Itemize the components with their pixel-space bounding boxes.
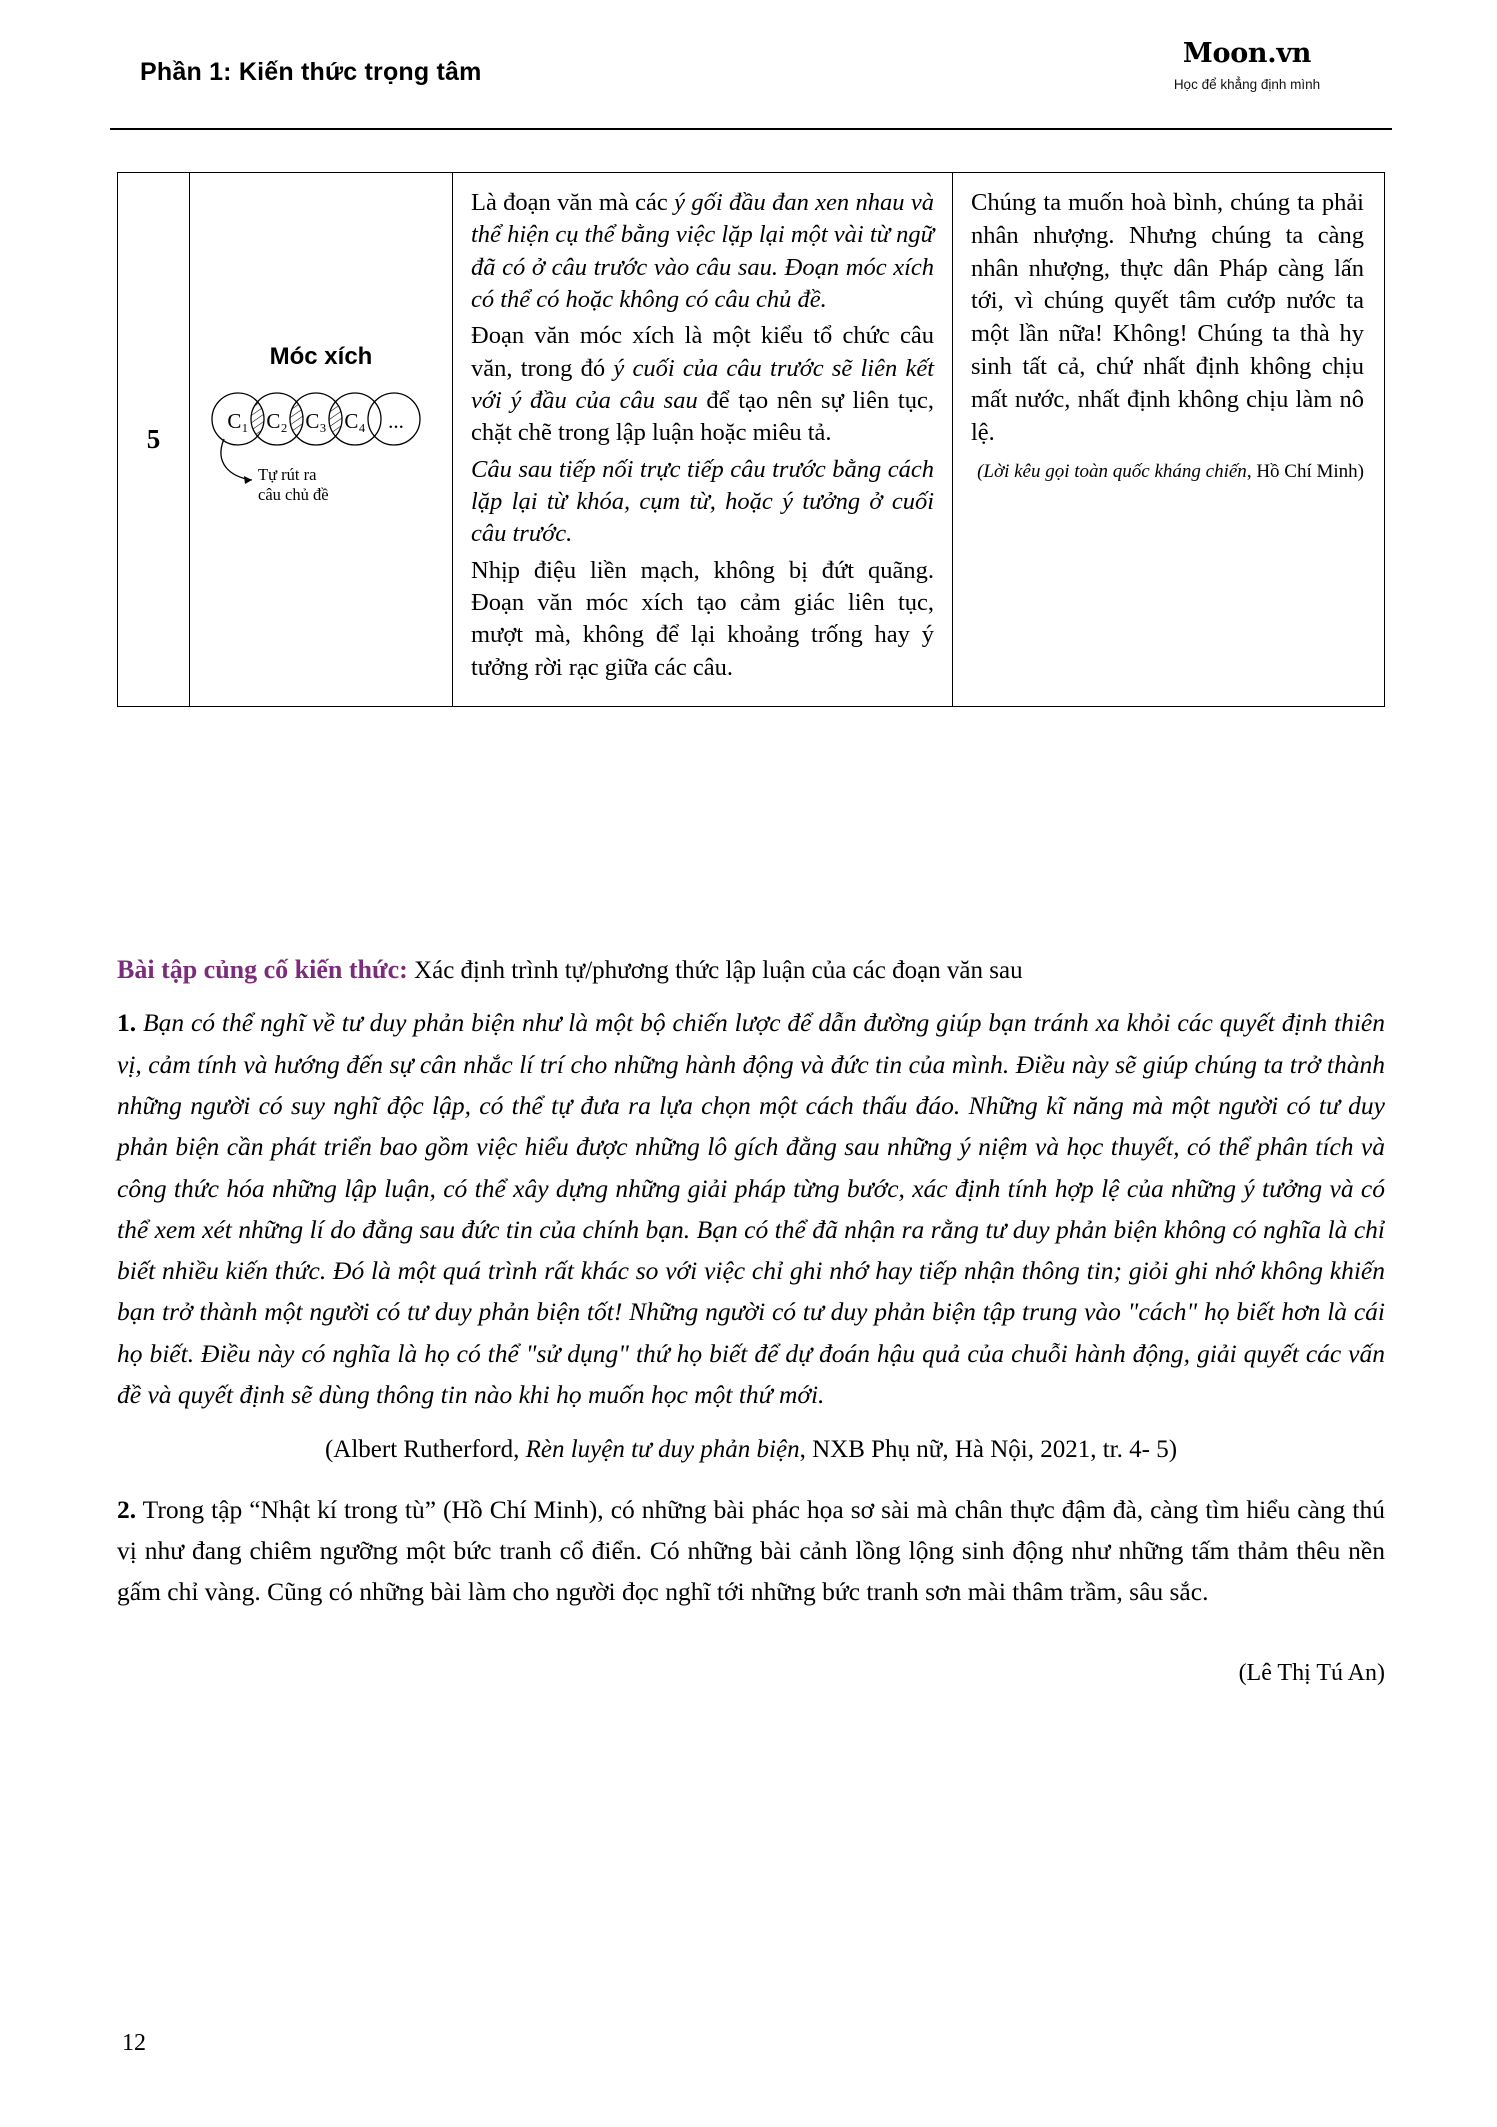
page-number: 12 <box>122 2030 146 2056</box>
question-1-source-suffix: , NXB Phụ nữ, Hà Nội, 2021, tr. 4- 5) <box>799 1436 1178 1464</box>
exercise-heading <box>117 952 1385 988</box>
moc-xich-diagram <box>206 381 436 506</box>
description-paragraph-4: Nhịp điệu liền mạch, không bị đứt quãng. Đoạn văn móc xích tạo cảm giác liên tục, mượt mà, không để lại khoảng trống hay ý tưởng rời rạc giữa các câu. <box>471 556 934 681</box>
question-2-number: 2. <box>117 1494 137 1524</box>
exercise-body <box>117 952 1385 1691</box>
desc-p1-plain: Là đoạn văn mà các <box>471 189 675 216</box>
desc-p2-plain-b: để tạo nên sự liên tục, chặt chẽ trong lập luận hoặc miêu tả. <box>471 386 934 447</box>
brand-logo <box>1102 40 1392 92</box>
header-divider <box>110 128 1392 130</box>
question-1-source-title: Rèn luyện tư duy phản biện <box>525 1436 800 1464</box>
exercise-label: Bài tập củng cố kiến thức: <box>117 955 408 984</box>
diagram-title: Móc xích <box>269 343 373 370</box>
page-header <box>140 40 1392 132</box>
question-1-text: Bạn có thể nghĩ về tư duy phản biện như là một bộ chiến lược để dẫn đường giúp bạn tránh xa khỏi các quyết định thiên vị, cảm tính và hướng đến sự cân nhắc lí trí cho những hành động và đức tin của mình. Điều này sẽ giúp chúng ta trở thành những người có suy nghĩ độc lập, có thể tự đưa ra lựa chọn một cách thấu đáo. Những kĩ năng mà một người có tư duy phản biện cần phát triển bao gồm việc hiểu được những lô gích đằng sau những ý niệm và học thuyết, có thể phân tích và công thức hóa những lập luận, có thể xây dựng những giải pháp từng bước, xác định tính hợp lệ của những ý tưởng và có thể xem xét những lí do đằng sau đức tin của chính bạn. Bạn có thể đã nhận ra rằng tư duy phản biện không có nghĩa là chỉ biết nhiều kiến thức. Đó là một quá trình rất khác so với việc chỉ ghi nhớ hay tiếp nhận thông tin; giỏi ghi nhớ không khiến bạn trở thành một người có tư duy phản biện tốt! Những người có tư duy phản biện tập trung vào "cách" họ biết hơn là cái họ biết. Điều này có nghĩa là họ có thể "sử dụng" thứ họ biết để dự đoán hậu quả của chuỗi hành động, giải quyết các vấn đề và quyết định sẽ dùng thông tin nào khi họ muốn học một thứ mới. <box>117 1008 1385 1410</box>
example-source <box>971 460 1364 485</box>
example-text-b: phải nhân nhượng <box>971 189 1364 249</box>
diagram-container <box>190 343 452 506</box>
example-text-e: thực dân Pháp càng lấn tới, vì chúng quyết tâm cướp nước ta một lần nữa! Không! Chúng ta thà hy sinh tất cả, chứ nhất định không chịu mất nước, nhất định không chịu làm nô lệ. <box>971 254 1365 446</box>
table-row-number: 5 <box>118 173 190 706</box>
question-1-source <box>117 1431 1385 1469</box>
table-cell-description <box>453 173 953 706</box>
circle-label-3: C₃ <box>305 409 327 433</box>
header-section-title: Phần 1: Kiến thức trọng tâm <box>140 58 482 86</box>
description-paragraph-3: Câu sau tiếp nối trực tiếp câu trước bằng cách lặp lại từ khóa, cụm từ, hoặc ý tưởng ở cuối câu trước. <box>471 455 934 548</box>
circle-label-2: C₂ <box>266 409 288 433</box>
exercise-instruction: Xác định trình tự/phương thức lập luận của các đoạn văn sau <box>407 957 1023 984</box>
diagram-annotation-line2: câu chủ đề <box>258 485 329 504</box>
example-quote <box>971 187 1364 450</box>
question-2-text: Trong tập “Nhật kí trong tù” (Hồ Chí Minh), có những bài phác họa sơ sài mà chân thực đậm đà, càng tìm hiểu càng thú vị như đang chiêm ngưỡng một bức tranh cổ điển. Có những bài cảnh lồng lộng sinh động như những tấm thảm thêu nền gấm chỉ vàng. Cũng có những bài làm cho người đọc nghĩ tới những bức tranh sơn mài thâm trầm, sâu sắc. <box>117 1494 1385 1607</box>
brand-tagline: Học để khẳng định mình <box>1173 77 1321 93</box>
diagram-annotation-line1: Tự rút ra <box>258 465 317 484</box>
desc-p1-italic: ý gối đầu đan xen nhau và thể hiện cụ thể bằng việc lặp lại một vài từ ngữ đã có ở câu trước vào câu sau. Đoạn móc xích có thể có hoặc không có câu chủ đề. <box>471 189 934 313</box>
question-2-source: (Lê Thị Tú An) <box>1238 1659 1385 1686</box>
table-cell-example <box>953 173 1384 706</box>
concept-table <box>117 172 1385 707</box>
example-text-a: Chúng ta muốn hoà bình, chúng ta <box>971 189 1322 216</box>
example-text-c: . Nhưng chúng ta <box>1108 221 1318 249</box>
example-source-title: (Lời kêu gọi toàn quốc kháng chiến <box>977 460 1247 482</box>
question-1 <box>117 1002 1385 1415</box>
question-2 <box>117 1489 1385 1613</box>
diagram-arrow-head <box>244 476 252 484</box>
desc-p2-plain-a: Đoạn văn móc xích là một kiểu tổ chức câu văn, trong đó <box>471 322 934 382</box>
desc-p2-italic: ý cuối của câu trước sẽ liên kết với ý đầu của câu sau <box>471 354 934 414</box>
question-1-source-prefix: (Albert Rutherford, <box>324 1436 526 1464</box>
description-paragraph-1 <box>471 187 934 316</box>
description-paragraph-2 <box>471 320 934 449</box>
brand-name: Moon.vn <box>1182 38 1312 69</box>
circle-label-ellipsis: ... <box>388 409 404 433</box>
question-1-number: 1. <box>117 1008 137 1038</box>
table-cell-diagram <box>190 173 453 706</box>
example-source-author: , Hồ Chí Minh) <box>1246 460 1364 482</box>
circle-label-4: C₄ <box>344 409 366 433</box>
example-text-d: càng nhân nhượng, <box>971 221 1364 282</box>
circle-label-1: C₁ <box>227 409 249 433</box>
